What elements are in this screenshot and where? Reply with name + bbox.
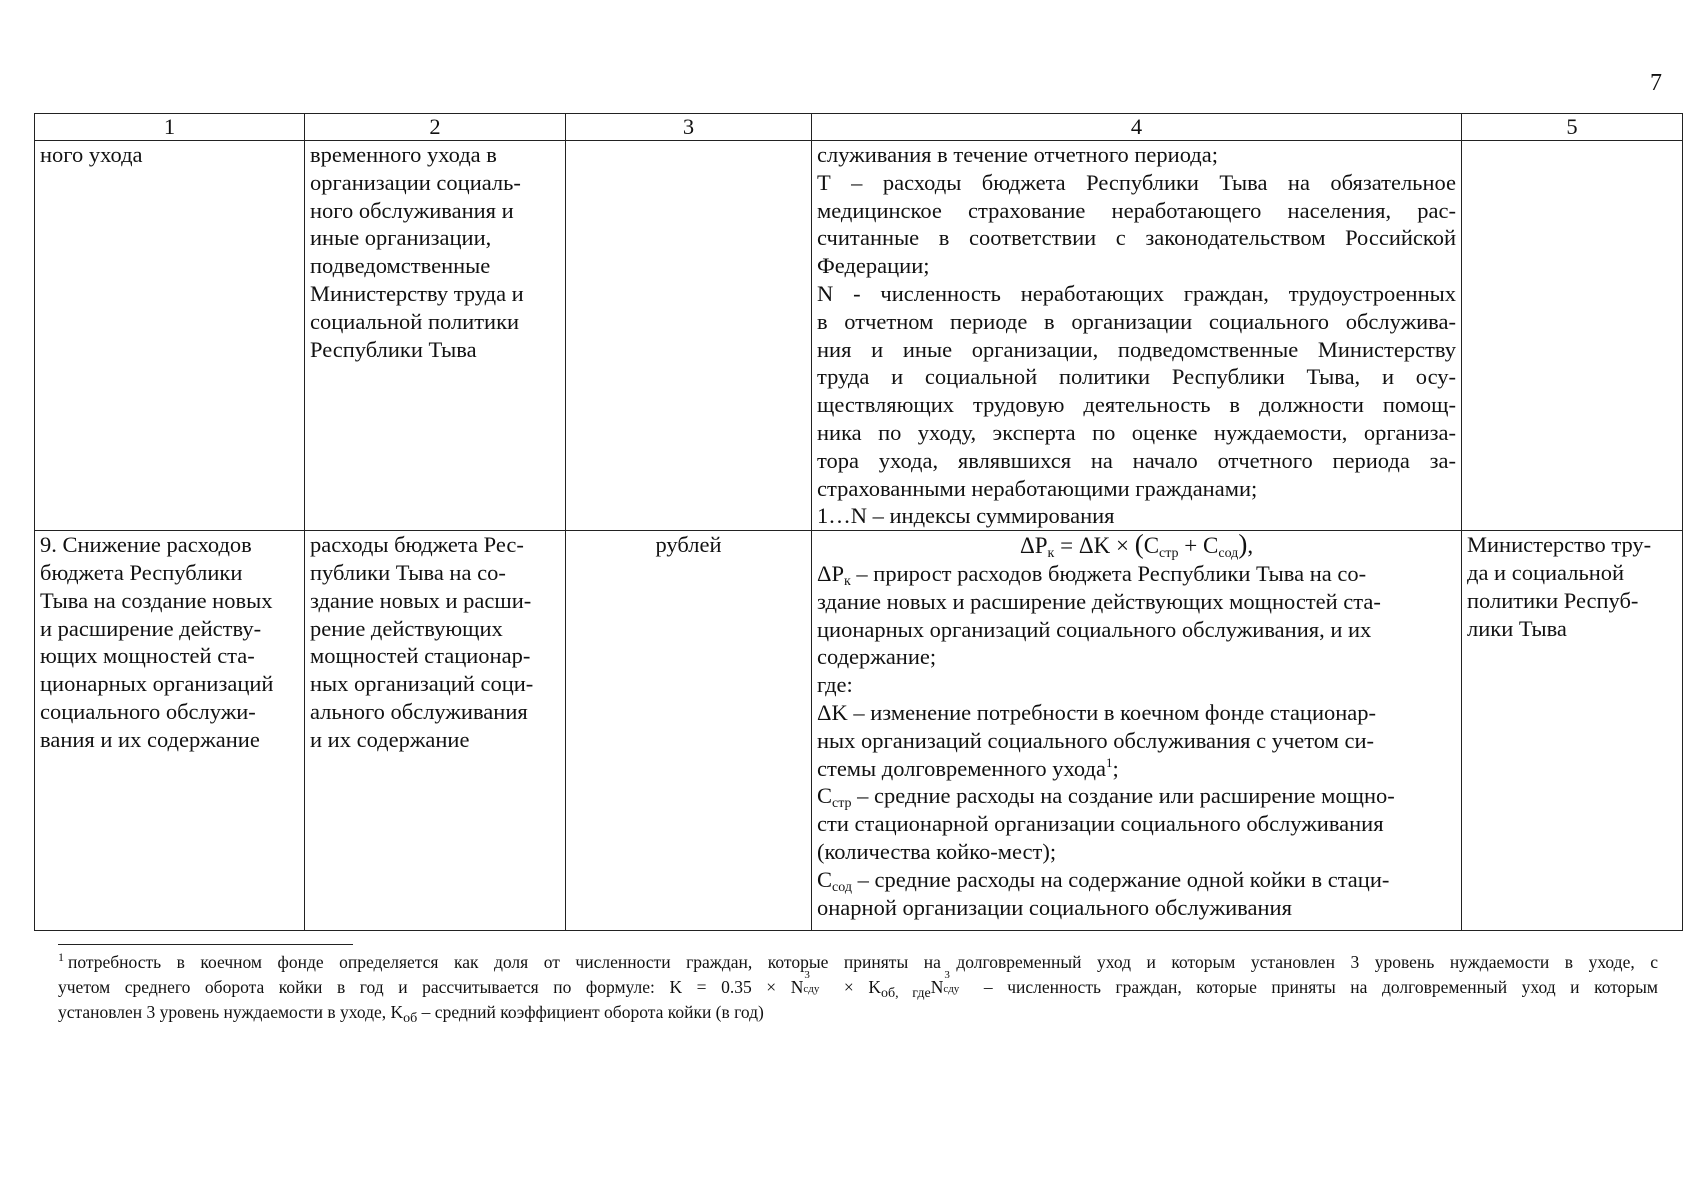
table-row <box>35 531 1683 931</box>
gde-sub: где <box>898 986 931 1001</box>
where-label: где: <box>817 672 853 698</box>
row2-indicator-line: бюджета Республики <box>40 559 243 585</box>
row1-method-line: тора ухода, являвшихся на начало отчетного периода за- <box>817 447 1456 473</box>
page-number: 7 <box>1650 70 1662 96</box>
row1-responsible-cell <box>1462 141 1683 531</box>
table-header-row <box>35 114 1683 141</box>
row1-unit-cell <box>566 141 812 531</box>
row1-description-line: временного ухода в <box>310 142 497 167</box>
row1-method-line: считанные в соответствии с законодательством Российской <box>817 225 1456 251</box>
formula-c2: C <box>1203 533 1219 559</box>
row2-indicator-line: вания и их содержание <box>40 726 260 752</box>
footnote-line <box>58 969 1658 1001</box>
dk-definition-line <box>817 755 1456 783</box>
dk-definition-end: ; <box>1112 755 1119 781</box>
row1-method-line: Федерации; <box>817 253 930 279</box>
footnote-line <box>58 950 1658 975</box>
row1-method-line: медицинское страхование неработающего населения, рас- <box>817 197 1456 223</box>
row2-description-line: ных организаций соци- <box>310 671 534 697</box>
footnote-marker: 1 <box>58 950 64 964</box>
footnote-text: – численность граждан, которые приняты на долговременный уход и которым <box>969 977 1658 997</box>
csod-definition-line <box>817 866 1456 894</box>
row2-description-line: расходы бюджета Рес- <box>310 532 524 558</box>
row1-description-line: организации социаль- <box>310 169 521 195</box>
row1-description-cell <box>305 141 566 531</box>
column-header-2: 2 <box>305 114 566 141</box>
row2-description-line: мощностей стационар- <box>310 643 531 669</box>
dk-definition-line: ΔK – изменение потребности в коечном фонде стационар- <box>817 699 1377 725</box>
row1-method-line: N - численность неработающих граждан, трудоустроенных <box>817 280 1456 306</box>
row1-description-line: иные организации, <box>310 225 492 251</box>
cstr-symbol: C <box>817 783 833 809</box>
kob2-sub: об <box>403 1011 418 1026</box>
row1-method-line: служивания в течение отчетного периода; <box>817 142 1218 167</box>
formula-lhs-sub: к <box>1047 546 1055 562</box>
row2-description-line: и их содержание <box>310 726 470 752</box>
cstr-definition-line: (количества койко-мест); <box>817 838 1057 864</box>
column-header-3: 3 <box>566 114 812 141</box>
row1-description-line: Республики Тыва <box>310 336 477 362</box>
column-header-1: 1 <box>35 114 305 141</box>
formula-tail: , <box>1247 533 1254 559</box>
column-header-4: 4 <box>812 114 1462 141</box>
row2-indicator-line: 9. Снижение расходов <box>40 532 252 558</box>
dp-definition-line: здание новых и расширение действующих мощностей ста- <box>817 588 1381 614</box>
row1-description-line: подведомственные <box>310 253 491 279</box>
cstr-definition-text: – средние расходы на создание или расширение мощно- <box>851 783 1395 809</box>
footnote-text: потребность в коечном фонде определяется как доля от численности граждан, которые приняты на долговременный уход и которым установлен 3 уровень нуждаемости в уходе, с <box>68 952 1658 972</box>
row2-responsible-line: политики Респуб- <box>1467 587 1639 613</box>
csod-definition-text: – средние расходы на содержание одной койки в стаци- <box>851 866 1390 892</box>
csod-symbol: C <box>817 866 833 892</box>
formula-eq: = ΔK × <box>1054 533 1135 559</box>
footnote-text: – средний коэффициент оборота койки (в год) <box>417 1002 764 1022</box>
row2-responsible-line: Министерство тру- <box>1467 532 1652 558</box>
row2-unit-cell: рублей <box>566 531 812 931</box>
row1-indicator-cell <box>35 141 305 531</box>
n-sup: 3 <box>804 969 810 981</box>
row2-description-cell <box>305 531 566 931</box>
table-row <box>35 141 1683 531</box>
dp-symbol: ΔP <box>817 560 844 586</box>
row2-responsible-cell <box>1462 531 1683 931</box>
footnote-text: × K <box>829 977 881 997</box>
row1-method-line: Т – расходы бюджета Республики Тыва на обязательное <box>817 169 1456 195</box>
row1-method-line: ника по уходу, эксперта по оценке нуждаемости, организа- <box>817 419 1456 445</box>
row2-indicator-cell <box>35 531 305 931</box>
footnote <box>58 950 1658 1025</box>
n-sub: сду <box>803 983 820 995</box>
cstr-definition-line: сти стационарной организации социального обслуживания <box>817 811 1384 837</box>
footnote-text: учетом среднего оборота койки в год и рассчитывается по формуле: K = 0.35 × N <box>58 977 804 997</box>
formula-plus: + <box>1178 533 1204 559</box>
row1-method-line: ния и иные организации, подведомственные Министерству <box>817 336 1456 362</box>
formula-close-paren: ) <box>1238 530 1248 560</box>
row1-method-line: 1…N – индексы суммирования <box>817 503 1115 529</box>
formula-open-paren: ( <box>1134 530 1144 560</box>
row1-description-line: ного обслуживания и <box>310 197 514 223</box>
row2-indicator-line: и расширение действу- <box>40 615 262 641</box>
row2-responsible-line: лики Тыва <box>1467 615 1567 641</box>
formula-c1: C <box>1143 533 1160 559</box>
dk-definition-line: ных организаций социального обслуживания с учетом си- <box>817 727 1375 753</box>
row2-description-line: ального обслуживания <box>310 698 528 724</box>
dp-definition-line <box>817 560 1456 588</box>
formula-lhs: ΔP <box>1019 533 1048 559</box>
dp-definition-line: содержание; <box>817 644 937 670</box>
footnote-reference: 1 <box>1105 754 1113 770</box>
row1-description-line: социальной политики <box>310 308 520 334</box>
row1-description-line: Министерству труда и <box>310 280 524 306</box>
row2-indicator-line: социального обслужи- <box>40 698 256 724</box>
dk-definition-text: стемы долговременного ухода <box>817 755 1106 781</box>
n-sup-sub <box>803 969 829 995</box>
csod-definition-line: онарной организации социального обслуживания <box>817 894 1292 920</box>
dp-definition-text: – прирост расходов бюджета Республики Тыва на со- <box>850 560 1367 586</box>
n2-sub: сду <box>943 983 960 995</box>
cstr-symbol-sub: стр <box>832 796 852 812</box>
row2-method-cell <box>812 531 1462 931</box>
kob-sub: об, <box>880 986 899 1001</box>
row1-method-line: в отчетном периоде в организации социального обслужива- <box>817 308 1456 334</box>
column-header-5: 5 <box>1462 114 1683 141</box>
row1-method-line: труда и социальной политики Республики Тыва, и осу- <box>817 364 1456 390</box>
footnote-line <box>58 1000 1658 1025</box>
n2-sup-sub <box>943 969 969 995</box>
row2-indicator-line: ющих мощностей ста- <box>40 643 255 669</box>
formula-c2-sub: сод <box>1218 546 1239 562</box>
row2-description-line: публики Тыва на со- <box>310 559 506 585</box>
formula-c1-sub: стр <box>1159 546 1179 562</box>
csod-symbol-sub: сод <box>832 879 852 895</box>
n2-sup: 3 <box>944 969 950 981</box>
row1-method-line: ществляющих трудовую деятельность в должности помощ- <box>817 392 1456 418</box>
cstr-definition-line <box>817 782 1456 810</box>
footnote-divider <box>58 944 353 945</box>
row2-indicator-line: ционарных организаций <box>40 671 274 697</box>
footnote-text: установлен 3 уровень нуждаемости в уходе, K <box>58 1002 404 1022</box>
dp-symbol-sub: к <box>843 573 851 589</box>
row2-indicator-line: Тыва на создание новых <box>40 587 273 613</box>
row2-description-line: здание новых и расши- <box>310 587 532 613</box>
row1-indicator-text: ного ухода <box>40 142 143 167</box>
indicators-table <box>34 113 1683 931</box>
dp-definition-line: ционарных организаций социального обслуживания, и их <box>817 616 1372 642</box>
row2-formula <box>817 531 1456 560</box>
footnote-n2: N <box>930 977 944 997</box>
row2-responsible-line: да и социальной <box>1467 559 1625 585</box>
row1-method-line: страхованными неработающими гражданами; <box>817 475 1258 501</box>
row1-method-cell <box>812 141 1462 531</box>
row2-description-line: рение действующих <box>310 615 503 641</box>
